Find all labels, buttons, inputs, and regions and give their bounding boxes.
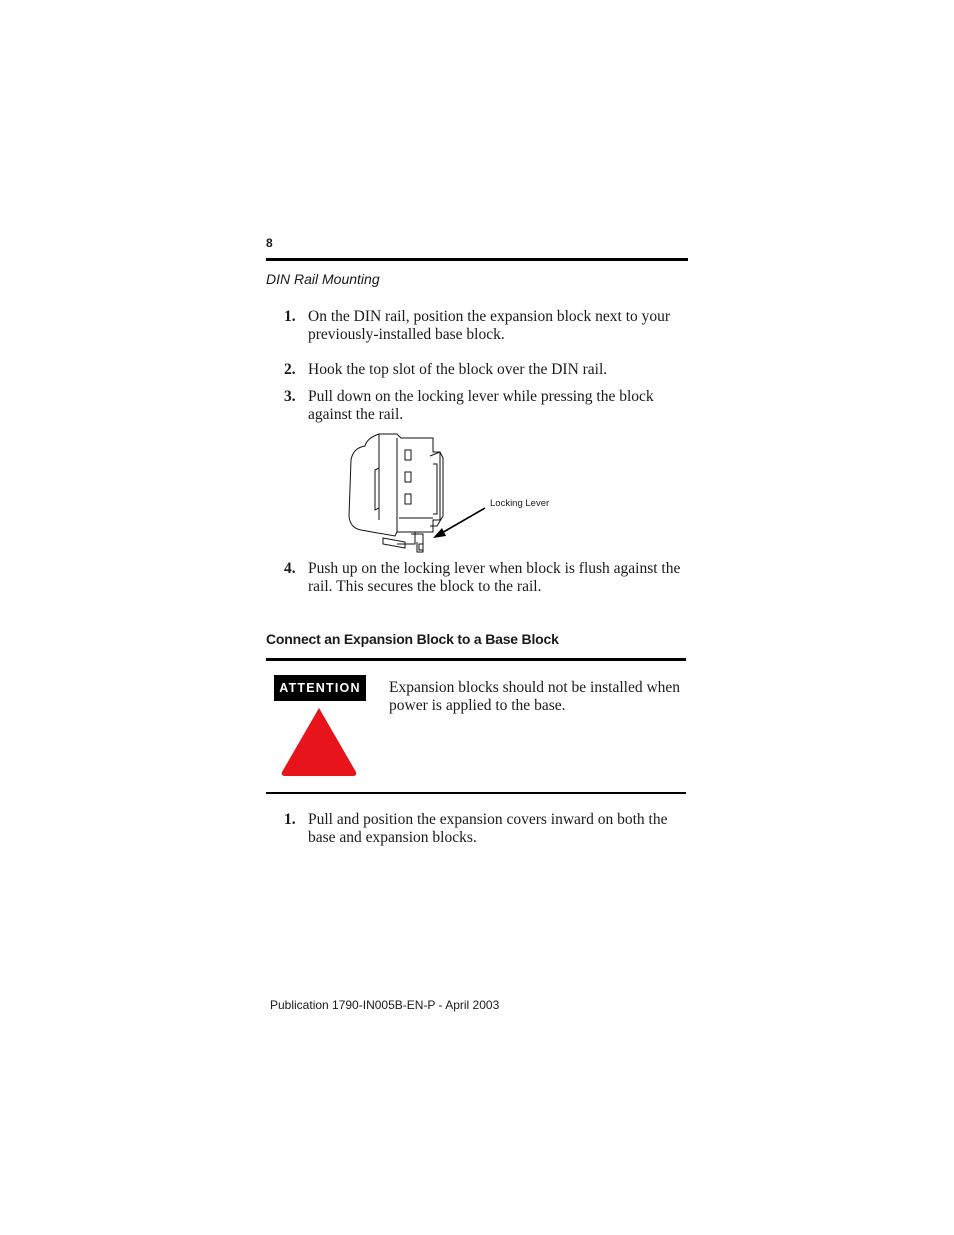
publication-footer: Publication 1790-IN005B-EN-P - April 2003 <box>270 998 500 1012</box>
step-text: On the DIN rail, position the expansion block next to your previously-installed base block. <box>308 308 671 343</box>
mounting-step-4 <box>284 560 689 596</box>
step-number: 2. <box>284 361 296 378</box>
mounting-step-3 <box>284 388 689 424</box>
connect-step-1 <box>284 811 689 847</box>
attention-text: Expansion blocks should not be installed when power is applied to the base. <box>389 679 681 714</box>
warning-triangle-icon <box>280 706 358 778</box>
step-number: 1. <box>284 308 296 325</box>
din-rail-locking-lever-illustration <box>345 430 555 555</box>
mounting-step-1 <box>284 308 689 344</box>
section-title: DIN Rail Mounting <box>266 271 380 287</box>
step-text: Hook the top slot of the block over the DIN rail. <box>308 361 608 378</box>
callout-label-locking-lever: Locking Lever <box>490 498 550 509</box>
header-rule <box>266 258 688 261</box>
step-text: Pull down on the locking lever while pressing the block against the rail. <box>308 388 654 423</box>
step-text: Pull and position the expansion covers inward on both the base and expansion blocks. <box>308 811 668 846</box>
attention-top-rule <box>266 658 686 661</box>
step-text: Push up on the locking lever when block is flush against the rail. This secures the block to the rail. <box>308 560 681 595</box>
page-number: 8 <box>266 236 273 250</box>
subheading: Connect an Expansion Block to a Base Block <box>266 631 559 647</box>
step-number: 3. <box>284 388 296 405</box>
attention-bottom-rule <box>266 792 686 794</box>
step-number: 1. <box>284 811 296 828</box>
step-number: 4. <box>284 560 296 577</box>
mounting-step-2 <box>284 361 689 379</box>
attention-badge: ATTENTION <box>274 675 366 701</box>
